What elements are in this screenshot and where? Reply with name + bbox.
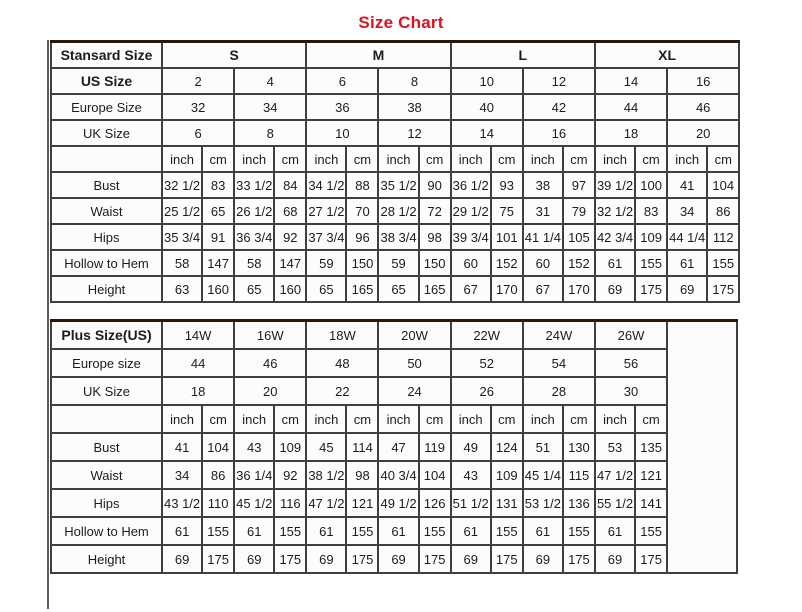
measure-value-cell: 175 <box>202 545 234 573</box>
measure-value-cell: 98 <box>346 461 378 489</box>
size-group-cell: 22W <box>451 321 523 350</box>
measure-value-cell: 65 <box>306 276 346 302</box>
measure-value-cell: 60 <box>451 250 491 276</box>
table-row <box>51 120 739 146</box>
size-value-cell: 18 <box>162 377 234 405</box>
measure-value-cell: 58 <box>234 250 274 276</box>
measure-value-cell: 53 1/2 <box>523 489 563 517</box>
measure-value-cell: 90 <box>419 172 451 198</box>
size-value-cell: 28 <box>523 377 595 405</box>
size-value-cell: 26 <box>451 377 523 405</box>
row-label-cell: UK Size <box>51 377 162 405</box>
measure-value-cell: 175 <box>563 545 595 573</box>
table-row <box>51 349 737 377</box>
measure-value-cell: 33 1/2 <box>234 172 274 198</box>
standard-size-table <box>50 40 740 303</box>
size-value-cell: 6 <box>306 68 378 94</box>
size-value-cell: 46 <box>667 94 739 120</box>
measure-value-cell: 61 <box>667 250 707 276</box>
row-label-cell: Height <box>51 276 162 302</box>
measure-value-cell: 69 <box>595 545 635 573</box>
size-group-cell: XL <box>595 42 739 69</box>
measure-value-cell: 75 <box>491 198 523 224</box>
unit-label-cell: cm <box>419 405 451 433</box>
measure-value-cell: 27 1/2 <box>306 198 346 224</box>
unit-label-cell: inch <box>595 405 635 433</box>
size-chart-container <box>50 40 740 574</box>
size-value-cell: 44 <box>595 94 667 120</box>
table-row <box>51 433 737 461</box>
table-row <box>51 517 737 545</box>
measure-value-cell: 69 <box>451 545 491 573</box>
measure-value-cell: 39 3/4 <box>451 224 491 250</box>
measure-value-cell: 88 <box>346 172 378 198</box>
measure-value-cell: 38 <box>523 172 563 198</box>
size-value-cell: 14 <box>451 120 523 146</box>
measure-value-cell: 115 <box>563 461 595 489</box>
measure-value-cell: 152 <box>491 250 523 276</box>
size-group-cell: S <box>162 42 306 69</box>
unit-label-cell: inch <box>451 405 491 433</box>
measure-value-cell: 69 <box>595 276 635 302</box>
unit-label-cell: cm <box>707 146 739 172</box>
measure-value-cell: 155 <box>202 517 234 545</box>
measure-value-cell: 170 <box>563 276 595 302</box>
measure-value-cell: 131 <box>491 489 523 517</box>
measure-value-cell: 69 <box>523 545 563 573</box>
table-row <box>51 405 737 433</box>
size-group-cell: L <box>451 42 595 69</box>
measure-value-cell: 109 <box>274 433 306 461</box>
unit-label-cell: cm <box>635 405 667 433</box>
corner-label-cell: Plus Size(US) <box>51 321 162 350</box>
measure-value-cell: 155 <box>635 517 667 545</box>
measure-value-cell: 69 <box>667 276 707 302</box>
unit-label-cell: inch <box>234 405 274 433</box>
size-value-cell: 12 <box>523 68 595 94</box>
table-row <box>51 545 737 573</box>
unit-label-cell: inch <box>523 405 563 433</box>
plus-size-table <box>50 319 738 574</box>
measure-value-cell: 175 <box>491 545 523 573</box>
measure-value-cell: 175 <box>274 545 306 573</box>
measure-value-cell: 51 <box>523 433 563 461</box>
unit-label-cell: cm <box>563 146 595 172</box>
row-label-cell: Hollow to Hem <box>51 517 162 545</box>
table-row <box>51 42 739 69</box>
measure-value-cell: 60 <box>523 250 563 276</box>
size-value-cell: 4 <box>234 68 306 94</box>
measure-value-cell: 79 <box>563 198 595 224</box>
size-value-cell: 8 <box>378 68 450 94</box>
table-row <box>51 94 739 120</box>
size-value-cell: 16 <box>667 68 739 94</box>
size-value-cell: 52 <box>451 349 523 377</box>
unit-label-cell: inch <box>378 405 418 433</box>
unit-label-cell: inch <box>162 405 202 433</box>
measure-value-cell: 84 <box>274 172 306 198</box>
measure-value-cell: 35 1/2 <box>378 172 418 198</box>
measure-value-cell: 41 <box>667 172 707 198</box>
measure-value-cell: 121 <box>635 461 667 489</box>
measure-value-cell: 147 <box>202 250 234 276</box>
measure-value-cell: 121 <box>346 489 378 517</box>
row-label-cell: Waist <box>51 461 162 489</box>
measure-value-cell: 91 <box>202 224 234 250</box>
measure-value-cell: 69 <box>378 545 418 573</box>
measure-value-cell: 175 <box>346 545 378 573</box>
measure-value-cell: 110 <box>202 489 234 517</box>
measure-value-cell: 65 <box>202 198 234 224</box>
table-row <box>51 146 739 172</box>
measure-value-cell: 86 <box>202 461 234 489</box>
measure-value-cell: 61 <box>234 517 274 545</box>
measure-value-cell: 98 <box>419 224 451 250</box>
corner-label-cell: Stansard Size <box>51 42 162 69</box>
measure-value-cell: 70 <box>346 198 378 224</box>
size-value-cell: 38 <box>378 94 450 120</box>
size-group-cell: 14W <box>162 321 234 350</box>
unit-label-cell: inch <box>378 146 418 172</box>
measure-value-cell: 72 <box>419 198 451 224</box>
unit-label-cell: inch <box>162 146 202 172</box>
measure-value-cell: 69 <box>234 545 274 573</box>
table-row <box>51 172 739 198</box>
measure-value-cell: 41 1/4 <box>523 224 563 250</box>
unit-label-cell: inch <box>306 405 346 433</box>
measure-value-cell: 92 <box>274 461 306 489</box>
measure-value-cell: 93 <box>491 172 523 198</box>
unit-label-cell: cm <box>419 146 451 172</box>
measure-value-cell: 47 1/2 <box>306 489 346 517</box>
size-value-cell: 8 <box>234 120 306 146</box>
size-value-cell: 10 <box>451 68 523 94</box>
measure-value-cell: 61 <box>451 517 491 545</box>
measure-value-cell: 104 <box>202 433 234 461</box>
measure-value-cell: 36 1/2 <box>451 172 491 198</box>
measure-value-cell: 96 <box>346 224 378 250</box>
measure-value-cell: 83 <box>202 172 234 198</box>
size-value-cell: 40 <box>451 94 523 120</box>
table-row <box>51 461 737 489</box>
measure-value-cell: 63 <box>162 276 202 302</box>
measure-value-cell: 68 <box>274 198 306 224</box>
size-value-cell: 18 <box>595 120 667 146</box>
size-value-cell: 16 <box>523 120 595 146</box>
row-label-cell: UK Size <box>51 120 162 146</box>
table-row <box>51 377 737 405</box>
measure-value-cell: 28 1/2 <box>378 198 418 224</box>
measure-value-cell: 29 1/2 <box>451 198 491 224</box>
row-label-cell <box>51 146 162 172</box>
measure-value-cell: 67 <box>451 276 491 302</box>
size-value-cell: 42 <box>523 94 595 120</box>
size-value-cell: 32 <box>162 94 234 120</box>
measure-value-cell: 109 <box>635 224 667 250</box>
measure-value-cell: 124 <box>491 433 523 461</box>
measure-value-cell: 175 <box>635 545 667 573</box>
measure-value-cell: 49 <box>451 433 491 461</box>
row-label-cell: Height <box>51 545 162 573</box>
page-title: Size Chart <box>358 13 444 32</box>
unit-label-cell: cm <box>202 405 234 433</box>
measure-value-cell: 86 <box>707 198 739 224</box>
measure-value-cell: 114 <box>346 433 378 461</box>
unit-label-cell: cm <box>491 146 523 172</box>
measure-value-cell: 45 1/2 <box>234 489 274 517</box>
row-label-cell: Europe size <box>51 349 162 377</box>
measure-value-cell: 69 <box>306 545 346 573</box>
unit-label-cell: inch <box>667 146 707 172</box>
measure-value-cell: 67 <box>523 276 563 302</box>
measure-value-cell: 150 <box>346 250 378 276</box>
measure-value-cell: 165 <box>346 276 378 302</box>
left-edge-shadow-line <box>47 40 49 609</box>
measure-value-cell: 100 <box>635 172 667 198</box>
measure-value-cell: 36 1/4 <box>234 461 274 489</box>
table-row <box>51 224 739 250</box>
measure-value-cell: 130 <box>563 433 595 461</box>
size-value-cell: 56 <box>595 349 667 377</box>
measure-value-cell: 47 <box>378 433 418 461</box>
unit-label-cell: inch <box>234 146 274 172</box>
measure-value-cell: 155 <box>274 517 306 545</box>
measure-value-cell: 37 3/4 <box>306 224 346 250</box>
measure-value-cell: 160 <box>202 276 234 302</box>
size-value-cell: 30 <box>595 377 667 405</box>
table-row <box>51 276 739 302</box>
row-label-cell: Waist <box>51 198 162 224</box>
measure-value-cell: 35 3/4 <box>162 224 202 250</box>
table-row <box>51 321 737 350</box>
measure-value-cell: 47 1/2 <box>595 461 635 489</box>
unit-label-cell: cm <box>346 146 378 172</box>
size-value-cell: 12 <box>378 120 450 146</box>
measure-value-cell: 38 1/2 <box>306 461 346 489</box>
measure-value-cell: 104 <box>419 461 451 489</box>
measure-value-cell: 45 1/4 <box>523 461 563 489</box>
row-label-cell: Bust <box>51 433 162 461</box>
measure-value-cell: 155 <box>635 250 667 276</box>
measure-value-cell: 116 <box>274 489 306 517</box>
table-row <box>51 198 739 224</box>
measure-value-cell: 43 <box>234 433 274 461</box>
measure-value-cell: 175 <box>419 545 451 573</box>
measure-value-cell: 61 <box>306 517 346 545</box>
table-row <box>51 250 739 276</box>
measure-value-cell: 69 <box>162 545 202 573</box>
size-value-cell: 10 <box>306 120 378 146</box>
measure-value-cell: 155 <box>563 517 595 545</box>
measure-value-cell: 26 1/2 <box>234 198 274 224</box>
measure-value-cell: 53 <box>595 433 635 461</box>
row-label-cell: Hips <box>51 224 162 250</box>
measure-value-cell: 32 1/2 <box>595 198 635 224</box>
measure-value-cell: 104 <box>707 172 739 198</box>
size-value-cell: 36 <box>306 94 378 120</box>
table-row <box>51 489 737 517</box>
measure-value-cell: 40 3/4 <box>378 461 418 489</box>
measure-value-cell: 59 <box>306 250 346 276</box>
measure-value-cell: 175 <box>635 276 667 302</box>
size-value-cell: 22 <box>306 377 378 405</box>
measure-value-cell: 61 <box>595 517 635 545</box>
measure-value-cell: 65 <box>378 276 418 302</box>
measure-value-cell: 41 <box>162 433 202 461</box>
measure-value-cell: 135 <box>635 433 667 461</box>
measure-value-cell: 43 1/2 <box>162 489 202 517</box>
measure-value-cell: 32 1/2 <box>162 172 202 198</box>
measure-value-cell: 97 <box>563 172 595 198</box>
measure-value-cell: 31 <box>523 198 563 224</box>
unit-label-cell: inch <box>523 146 563 172</box>
measure-value-cell: 58 <box>162 250 202 276</box>
measure-value-cell: 141 <box>635 489 667 517</box>
measure-value-cell: 155 <box>491 517 523 545</box>
unit-label-cell: cm <box>635 146 667 172</box>
unit-label-cell: inch <box>595 146 635 172</box>
unit-label-cell: cm <box>563 405 595 433</box>
measure-value-cell: 44 1/4 <box>667 224 707 250</box>
size-value-cell: 46 <box>234 349 306 377</box>
size-value-cell: 34 <box>234 94 306 120</box>
measure-value-cell: 25 1/2 <box>162 198 202 224</box>
unit-label-cell: cm <box>346 405 378 433</box>
size-value-cell: 20 <box>234 377 306 405</box>
measure-value-cell: 165 <box>419 276 451 302</box>
measure-value-cell: 65 <box>234 276 274 302</box>
measure-value-cell: 83 <box>635 198 667 224</box>
measure-value-cell: 155 <box>346 517 378 545</box>
unit-label-cell: inch <box>306 146 346 172</box>
measure-value-cell: 42 3/4 <box>595 224 635 250</box>
measure-value-cell: 45 <box>306 433 346 461</box>
row-label-cell: Europe Size <box>51 94 162 120</box>
unit-label-cell: cm <box>491 405 523 433</box>
size-value-cell: 48 <box>306 349 378 377</box>
row-label-cell: Hips <box>51 489 162 517</box>
measure-value-cell: 112 <box>707 224 739 250</box>
table-row <box>51 68 739 94</box>
size-group-cell: 18W <box>306 321 378 350</box>
row-label-cell <box>51 405 162 433</box>
size-value-cell: 54 <box>523 349 595 377</box>
measure-value-cell: 61 <box>523 517 563 545</box>
unit-label-cell: cm <box>274 146 306 172</box>
size-value-cell: 50 <box>378 349 450 377</box>
measure-value-cell: 155 <box>707 250 739 276</box>
row-label-cell: Hollow to Hem <box>51 250 162 276</box>
size-group-cell: 26W <box>595 321 667 350</box>
measure-value-cell: 160 <box>274 276 306 302</box>
size-group-cell: M <box>306 42 450 69</box>
measure-value-cell: 51 1/2 <box>451 489 491 517</box>
measure-value-cell: 136 <box>563 489 595 517</box>
measure-value-cell: 55 1/2 <box>595 489 635 517</box>
size-value-cell: 24 <box>378 377 450 405</box>
size-group-cell: 20W <box>378 321 450 350</box>
size-value-cell: 14 <box>595 68 667 94</box>
unit-label-cell: inch <box>451 146 491 172</box>
measure-value-cell: 49 1/2 <box>378 489 418 517</box>
unit-label-cell: cm <box>202 146 234 172</box>
measure-value-cell: 34 <box>162 461 202 489</box>
size-value-cell: 44 <box>162 349 234 377</box>
row-label-cell: Bust <box>51 172 162 198</box>
measure-value-cell: 39 1/2 <box>595 172 635 198</box>
measure-value-cell: 170 <box>491 276 523 302</box>
size-value-cell: 2 <box>162 68 234 94</box>
measure-value-cell: 119 <box>419 433 451 461</box>
size-value-cell: 20 <box>667 120 739 146</box>
measure-value-cell: 155 <box>419 517 451 545</box>
measure-value-cell: 101 <box>491 224 523 250</box>
measure-value-cell: 152 <box>563 250 595 276</box>
measure-value-cell: 147 <box>274 250 306 276</box>
measure-value-cell: 34 1/2 <box>306 172 346 198</box>
measure-value-cell: 43 <box>451 461 491 489</box>
measure-value-cell: 105 <box>563 224 595 250</box>
measure-value-cell: 150 <box>419 250 451 276</box>
size-group-cell: 24W <box>523 321 595 350</box>
measure-value-cell: 38 3/4 <box>378 224 418 250</box>
size-group-cell: 16W <box>234 321 306 350</box>
measure-value-cell: 61 <box>378 517 418 545</box>
measure-value-cell: 61 <box>595 250 635 276</box>
measure-value-cell: 126 <box>419 489 451 517</box>
measure-value-cell: 34 <box>667 198 707 224</box>
row-label-cell: US Size <box>51 68 162 94</box>
measure-value-cell: 59 <box>378 250 418 276</box>
size-value-cell: 6 <box>162 120 234 146</box>
measure-value-cell: 36 3/4 <box>234 224 274 250</box>
empty-cell <box>667 321 737 574</box>
unit-label-cell: cm <box>274 405 306 433</box>
measure-value-cell: 92 <box>274 224 306 250</box>
measure-value-cell: 61 <box>162 517 202 545</box>
measure-value-cell: 109 <box>491 461 523 489</box>
measure-value-cell: 175 <box>707 276 739 302</box>
